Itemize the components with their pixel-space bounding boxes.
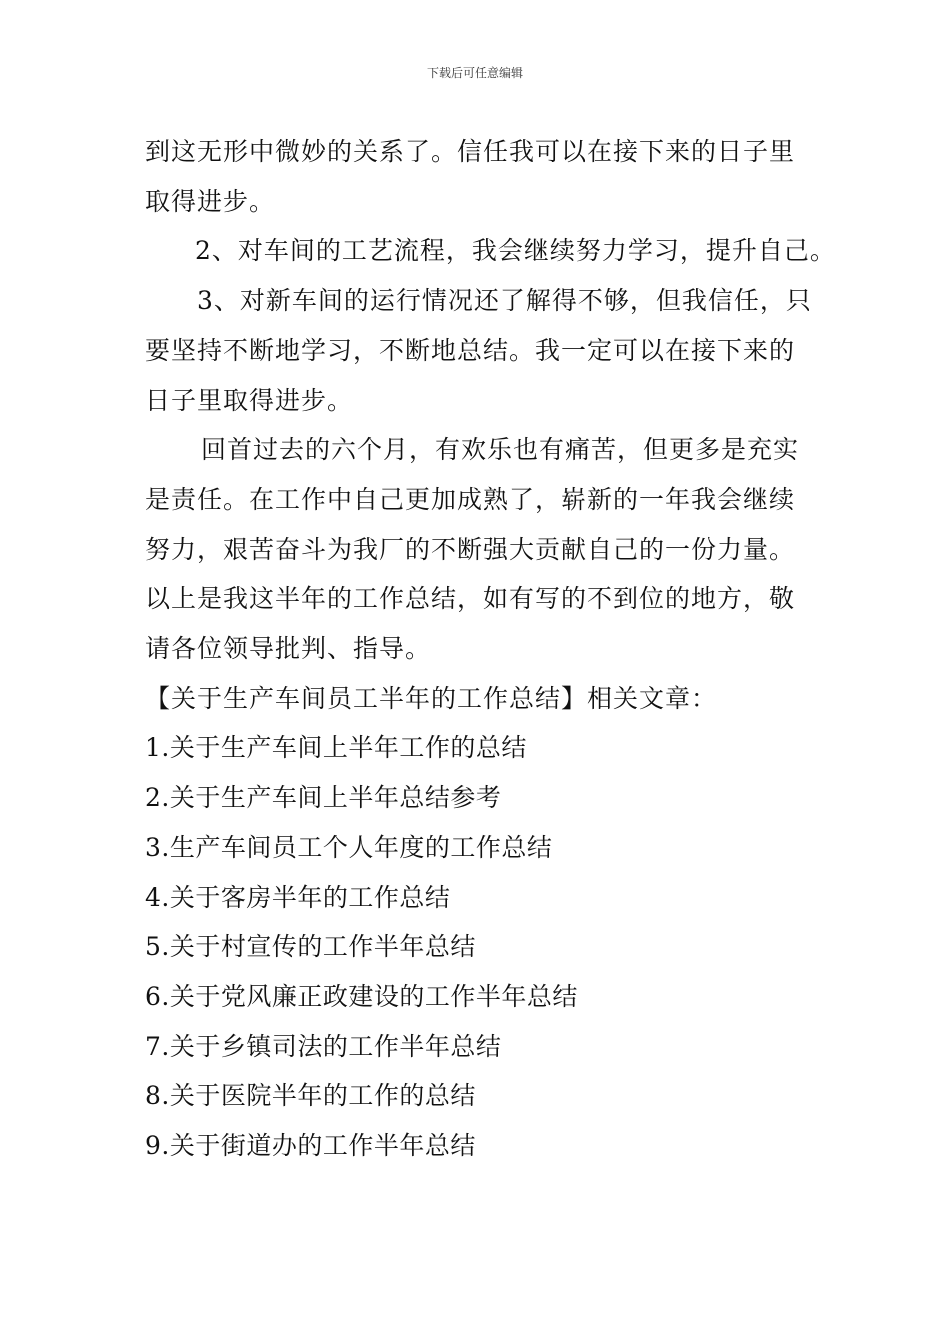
document-body — [145, 127, 836, 1171]
related-article-item: 8.关于医院半年的工作的总结 — [145, 1081, 476, 1111]
related-article-item: 2.关于生产车间上半年总结参考 — [145, 783, 502, 813]
paragraph-3-line-2: 要坚持不断地学习，不断地总结。我一定可以在接下来的 — [145, 335, 796, 365]
paragraph-1-line-2: 取得进步。 — [145, 186, 276, 216]
paragraph-4-line-5: 请各位领导批判、指导。 — [145, 634, 432, 664]
related-article-item: 4.关于客房半年的工作总结 — [145, 882, 451, 912]
paragraph-1-line-1: 到这无形中微妙的关系了。信任我可以在接下来的日子里 — [145, 137, 796, 166]
paragraph-3-line-1: 3、对新车间的运行情况还了解得不够，但我信任，只 — [197, 286, 812, 316]
paragraph-4-line-1: 回首过去的六个月，有欢乐也有痛苦，但更多是充实 — [201, 435, 800, 465]
related-article-item: 3.生产车间员工个人年度的工作总结 — [145, 832, 553, 862]
paragraph-4-line-4: 以上是我这半年的工作总结，如有写的不到位的地方，敬 — [145, 584, 796, 614]
related-articles-list — [145, 723, 810, 1170]
related-articles-heading: 【关于生产车间员工半年的工作总结】相关文章： — [145, 683, 718, 713]
related-article-item: 7.关于乡镇司法的工作半年总结 — [145, 1031, 502, 1061]
paragraph-4-line-2: 是责任。在工作中自己更加成熟了，崭新的一年我会继续 — [145, 484, 796, 514]
related-article-item: 6.关于党风廉正政建设的工作半年总结 — [145, 981, 578, 1011]
page-header: 下载后可任意编辑 — [426, 66, 523, 80]
paragraph-2-line-1: 2、对车间的工艺流程，我会继续努力学习，提升自己。 — [195, 236, 836, 266]
related-article-item: 5.关于村宣传的工作半年总结 — [145, 932, 476, 962]
related-article-item: 9.关于街道办的工作半年总结 — [145, 1131, 476, 1161]
paragraph-4-line-3: 努力，艰苦奋斗为我厂的不断强大贡献自己的一份力量。 — [145, 534, 796, 564]
paragraph-3-line-3: 日子里取得进步。 — [145, 385, 354, 415]
related-article-item: 1.关于生产车间上半年工作的总结 — [145, 733, 527, 763]
